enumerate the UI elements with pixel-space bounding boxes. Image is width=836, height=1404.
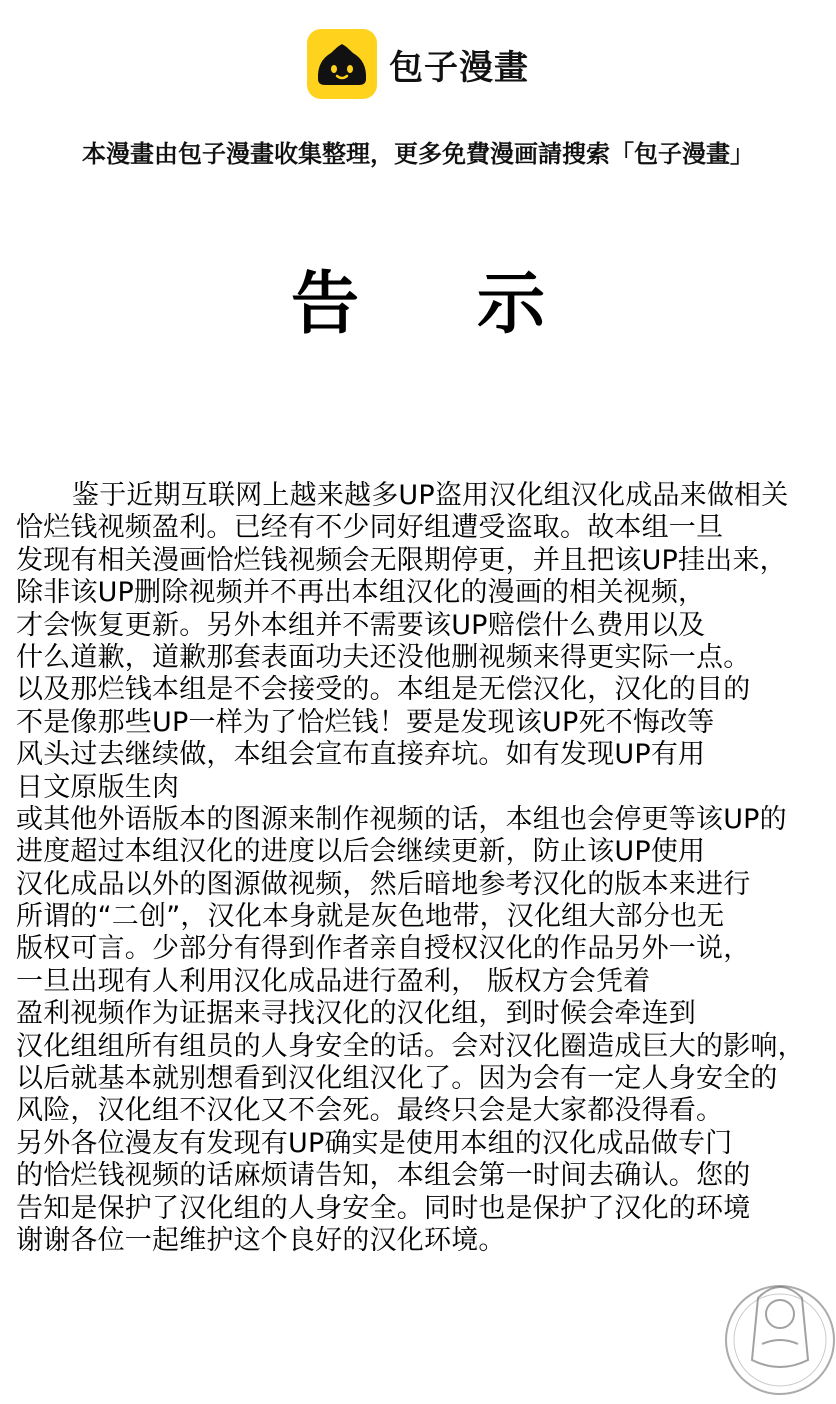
notice-line: 以后就基本就别想看到汉化组汉化了。因为会有一定人身安全的 [16,1063,778,1095]
notice-title: 告示 [290,265,663,344]
notice-line: 版权可言。少部分有得到作者亲自授权汉化的作品另外一说， [16,933,751,965]
brand-header [307,28,529,100]
notice-line: 不是像那些UP一样为了恰烂钱！要是发现该UP死不悔改等 [16,706,715,738]
notice-line: 汉化成品以外的图源做视频，然后暗地参考汉化的版本来进行 [16,868,751,900]
notice-line: 风头过去继续做，本组会宣布直接弃坑。如有发现UP有用 [16,739,706,771]
notice-line: 才会恢复更新。另外本组并不需要该UP赔偿什么费用以及 [16,609,706,641]
notice-line: 风险，汉化组不汉化又不会死。最终只会是大家都没得看。 [16,1095,724,1127]
notice-line: 日文原版生肉 [16,771,180,803]
notice-line: 另外各位漫友有发现有UP确实是使用本组的汉化成品做专门 [16,1127,733,1159]
notice-line: 的恰烂钱视频的话麻烦请告知，本组会第一时间去确认。您的 [16,1160,751,1192]
notice-line: 以及那烂钱本组是不会接受的。本组是无偿汉化，汉化的目的 [16,674,751,706]
notice-line: 鉴于近期互联网上越来越多UP盗用汉化组汉化成品来做相关 [72,480,789,511]
notice-line: 盈利视频作为证据来寻找汉化的汉化组，到时候会牵连到 [16,998,696,1030]
notice-line: 什么道歉，道歉那套表面功夫还没他删视频来得更实际一点。 [16,641,751,673]
brand-name: 包子漫畫 [389,47,529,88]
notice-body [16,480,832,1257]
notice-line: 一旦出现有人利用汉化成品进行盈利， 版权方会凭着 [16,965,651,997]
notice-line: 恰烂钱视频盈利。已经有不少同好组遭受盗取。故本组一旦 [16,512,724,544]
notice-line: 发现有相关漫画恰烂钱视频会无限期停更，并且把该UP挂出来， [16,544,787,576]
notice-line: 告知是保护了汉化组的人身安全。同时也是保护了汉化的环境 [16,1192,751,1224]
notice-line: 除非该UP删除视频并不再出本组汉化的漫画的相关视频， [16,577,706,609]
notice-line: 谢谢各位一起维护这个良好的汉化环境。 [16,1224,506,1256]
source-notice-line: 本漫畫由包子漫畫收集整理，更多免費漫画請搜索「包子漫畫」 [82,140,754,168]
bun-face-icon [307,29,377,99]
notice-line: 所谓的“二创”，汉化本身就是灰色地带，汉化组大部分也无 [16,901,725,933]
notice-line: 汉化组组所有组员的人身安全的话。会对汉化圈造成巨大的影响， [16,1030,805,1062]
notice-line: 进度超过本组汉化的进度以后会继续更新，防止该UP使用 [16,836,706,868]
notice-line: 或其他外语版本的图源来制作视频的话，本组也会停更等该UP的 [16,803,787,835]
group-stamp-icon [710,1240,836,1400]
